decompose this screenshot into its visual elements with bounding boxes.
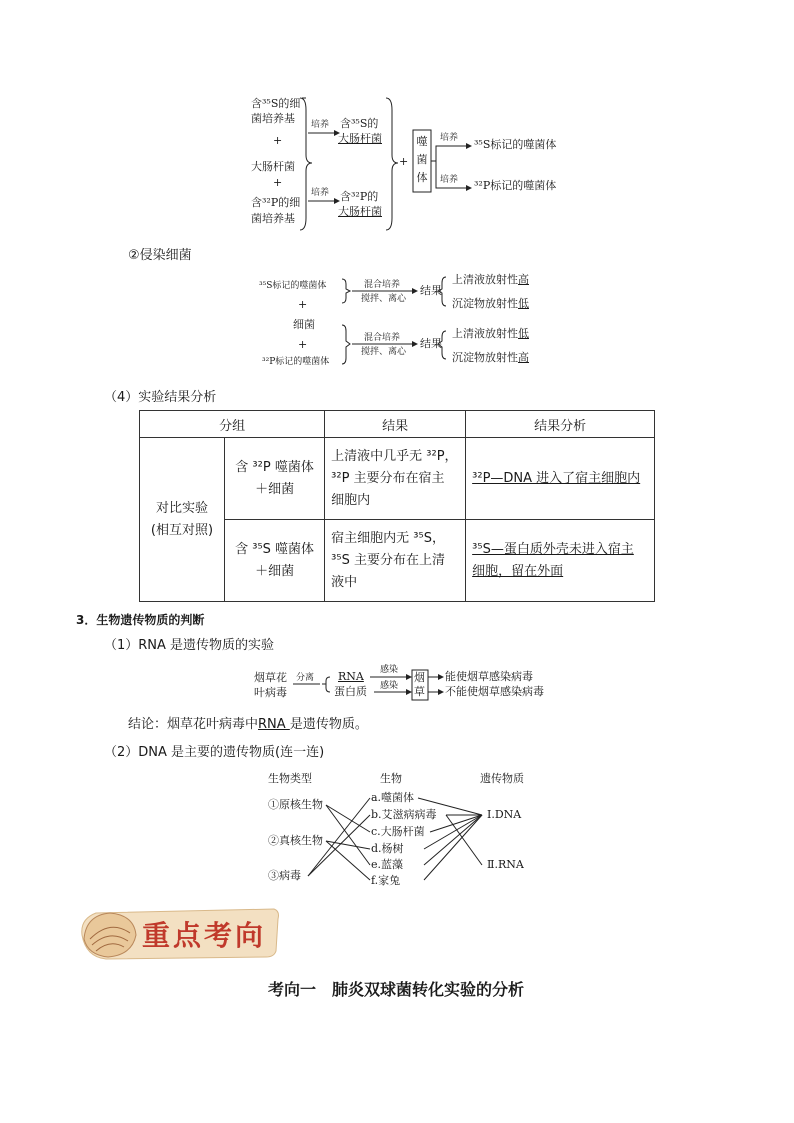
infect-label: 感染: [380, 681, 399, 691]
header-organism: 生物: [380, 772, 402, 785]
step-infect-label: ②侵染细菌: [128, 248, 192, 263]
header-analysis: 结果分析: [466, 411, 655, 438]
culture-label: 培养: [440, 175, 459, 185]
culture-label: 培养: [311, 120, 330, 130]
header-group: 分组: [140, 411, 325, 438]
org-d: d.杨树: [371, 842, 404, 855]
header-type: 生物类型: [268, 772, 312, 785]
result-label: 结果: [420, 337, 442, 350]
type-prokaryote: ①原核生物: [268, 798, 323, 811]
conclusion-text: 结论：烟草花叶病毒中RNA 是遗传物质。: [128, 717, 368, 732]
type-virus: ③病毒: [268, 869, 301, 882]
phage-32p: ³²P标记的噬菌体: [262, 357, 330, 367]
left-top-line1: 含³⁵S的细: [251, 97, 301, 110]
analysis-35s: ³⁵S—蛋白质外壳未进入宿主 细胞，留在外面: [466, 520, 655, 602]
plus-sign: +: [399, 155, 409, 168]
left-bottom-line1: 含³²P的细: [251, 196, 301, 209]
result-supernatant: 上清液放射性高: [452, 273, 529, 286]
bacteria-label: 细菌: [293, 318, 315, 331]
org-b: b.艾滋病病毒: [371, 808, 437, 821]
section-3-heading: 3．生物遗传物质的判断: [76, 613, 205, 627]
output-35s-phage: ³⁵S标记的噬菌体: [474, 138, 557, 151]
phage-box-label: 噬菌体: [416, 135, 428, 184]
section-heading-direction-1: 考向一 肺炎双球菌转化实验的分析: [268, 980, 525, 999]
plus-sign: +: [298, 338, 308, 351]
plus-sign: +: [273, 176, 283, 189]
mid-top-line1: 含³⁵S的: [340, 117, 379, 130]
left-top-line2: 菌培养基: [251, 112, 295, 125]
material-dna: Ⅰ.DNA: [487, 808, 522, 821]
result-sediment: 沉淀物放射性低: [452, 297, 529, 310]
output-32p-phage: ³²P标记的噬菌体: [474, 179, 557, 192]
subgroup-35s: 含 ³⁵S 噬菌体 ＋细菌: [225, 520, 325, 602]
mid-top-line2: 大肠杆菌: [338, 132, 382, 145]
result-sediment: 沉淀物放射性高: [452, 351, 529, 364]
banner-title: 重点考向: [142, 919, 267, 952]
org-f: f.家兔: [371, 874, 401, 887]
infect-label: 感染: [380, 665, 399, 675]
outcome-infect: 能使烟草感染病毒: [445, 670, 533, 683]
tmv-line1: 烟草花: [254, 671, 287, 684]
subsection-1: （1）RNA 是遗传物质的实验: [104, 638, 275, 653]
result-32p: 上清液中几乎无 ³²P， ³²P 主要分布在宿主 细胞内: [325, 438, 466, 520]
plus-sign: +: [273, 134, 283, 147]
stir-centrifuge: 搅拌、离心: [361, 347, 407, 357]
mix-culture: 混合培养: [364, 333, 401, 343]
subgroup-32p: 含 ³²P 噬菌体 ＋细菌: [225, 438, 325, 520]
group-cell: 对比实验 (相互对照): [140, 438, 225, 602]
analysis-32p: ³²P—DNA 进入了宿主细胞内: [466, 438, 655, 520]
plus-sign: +: [298, 298, 308, 311]
org-e: e.蓝藻: [371, 858, 404, 871]
mid-bottom-line2: 大肠杆菌: [338, 205, 382, 218]
type-eukaryote: ②真核生物: [268, 834, 323, 847]
tmv-line2: 叶病毒: [254, 686, 287, 699]
stir-centrifuge: 搅拌、离心: [361, 294, 407, 304]
section-4-heading: （4）实验结果分析: [104, 390, 217, 405]
phage-35s: ³⁵S标记的噬菌体: [259, 281, 327, 291]
rna-label: RNA: [338, 670, 364, 683]
org-c: c.大肠杆菌: [371, 825, 425, 838]
tobacco-box: 烟草: [414, 671, 425, 698]
mid-bottom-line1: 含³²P的: [340, 190, 379, 203]
culture-label: 培养: [311, 188, 330, 198]
left-bottom-line2: 菌培养基: [251, 212, 295, 225]
result-supernatant: 上清液放射性低: [452, 327, 529, 340]
result-35s: 宿主细胞内无 ³⁵S， ³⁵S 主要分布在上清 液中: [325, 520, 466, 602]
mix-culture: 混合培养: [364, 280, 401, 290]
material-rna: Ⅱ.RNA: [487, 858, 524, 871]
outcome-no-infect: 不能使烟草感染病毒: [445, 685, 544, 698]
protein-label: 蛋白质: [334, 685, 367, 698]
subsection-2: （2）DNA 是主要的遗传物质(连一连): [104, 745, 325, 760]
culture-label: 培养: [440, 133, 459, 143]
header-result: 结果: [325, 411, 466, 438]
result-label: 结果: [420, 284, 442, 297]
separate-label: 分离: [296, 673, 315, 683]
org-a: a.噬菌体: [371, 791, 415, 804]
ecoli-label: 大肠杆菌: [251, 160, 295, 173]
header-material: 遗传物质: [480, 772, 524, 785]
